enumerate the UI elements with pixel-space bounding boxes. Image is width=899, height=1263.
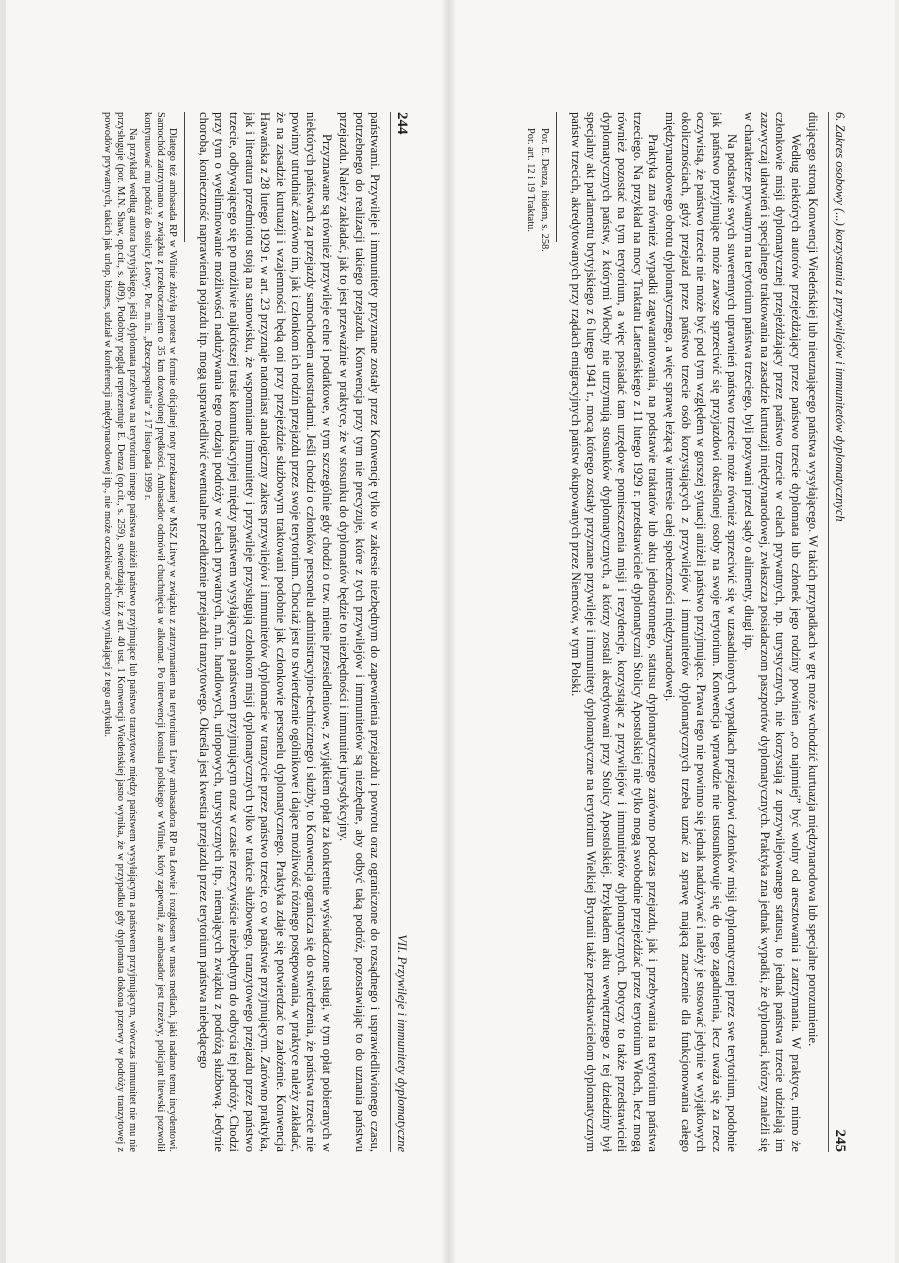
paragraph: diującego stroną Konwencji Wiedeńskiej lub nieuznającego państwa wysyłającego. W takich przypadkach w grę może wchodzić kurtuazja międzynarodowa lub specjalne porozumienie. — [806, 112, 820, 1047]
page-left-header — [390, 112, 410, 1152]
page-right — [456, 12, 876, 1242]
page-right-header — [828, 112, 848, 1152]
paragraph: Praktyka zna również wypadki zagwarantowania, na podstawie traktatów lub aktu jednostronnego, statusu dyplomatycznego zarówno podczas przejazdu, jak i przebywania na terytorium państwa trzeciego. Na przykład na mocy Traktatu Laterańskiego z 11 lutego 1929 r. przedstawiciele dyplomatyczni Stolicy Apostolskiej nie tylko mogą swobodnie przejeżdżać przez terytorium Włoch, lecz mogą również pozostać na tym terytorium, a więc posiadać tam urzędowe pomieszczenia misji i rezydencje, korzystając z przywilejów i immunitetów dyplomatycznych. Dotyczy to także przedstawicieli dyplomatycznych państw, z którymi Włochy nie utrzymują stosunków dyplomatycznych, a którzy zostali akredytowani przy Stolicy Apostolskiej. Przykładem aktu wewnętrznego z tej dziedziny był specjalny akt parlamentu brytyjskiego z 6 lutego 1941 r., mocą którego zostały przyznane przywileje i immunitety dyplomatyczne na terytorium Wielkiej Brytanii także przedstawicielom dyplomatycznym państw trzecich, akredytowanych przy rządach emigracyjnych państw okupowanych przez Niemców, w tym Polski. — [568, 112, 660, 1152]
footnote-separator — [184, 112, 185, 242]
paragraph: Przyznawane są również przywileje celne i podatkowe, w tym szczególnie gdy chodzi o tzw. mienie przesiedleniowe, z wyjątkiem opłat za konkretnie wyświadczone usługi, w tym opłat pobieranych w niektórych państwach za przejazdy samochodem autostradami. Jeśli chodzi o członków personelu administracyjno-technicznego i służby, to Konwencja ogranicza się do stwierdzenia, że państwa trzecie nie powinny utrudniać zarówno im, jak i członkom ich rodzin przejazdu przez swoje terytorium. Chociaż jest to stwierdzenie ogólnikowe i dające możliwość różnego postępowania, w praktyce należy zakładać, że na zasadzie kurtuazji i wzajemności będą oni przy przejeździe służbowym traktowani podobnie jak członkowie personelu dyplomatycznego. Praktyka zdaje się potwierdzać to założenie. Konwencja Hawańska z 28 lutego 1929 r. w art. 23 przyznaje natomiast analogiczny zakres przywilejów i immunitetów dyplomacie w tranzycie przez państwo trzecie, co w państwie przyjmującym. Zarówno praktyka, jak i literatura przedmiotu stoją na stanowisku, że wspomniane immunitety i przywileje przysługują członkom misji dyplomatycznych tylko w trakcie służbowego, tranzytowego przejazdu przez państwo trzecie, odbywającego się po możliwie najkrótszej trasie komunikacyjnej między państwem wysyłającym a państwem przyjmującym oraz w czasie rzeczywiście niezbędnym do odbycia tej podróży. Chodzi przy tym o wyeliminowanie możliwości nadużywania tego rodzaju podróży w celach prywatnych, m.in. handlowych, urlopowych, turystycznych itp., niemających związku z podróżą służbową. Jedynie choroba, konieczność naprawienia pojazdu itp. mogą usprawiedliwić ewentualne przedłużenie przejazdu tranzytowego. Określa jest kwestia przejazdu przez terytorium państwa niebędącego — [196, 112, 334, 1152]
footnote: Na przykład według autora brytyjskiego, jeśli dyplomata przebywa na terytorium innego państwa aniżeli państwo przyjmujące lub państwo tranzytowe między państwem wysyłającym a państwem przyjmującym, wówczas immunitet nie mu nie przysługuje (por. M.N. Shaw, op.cit., s. 409). Podobny pogląd reprezentuje E. Denza (op.cit., s. 259), stwierdzając, iż z art. 40 ust. 1 Konwencji Wiedeńskiej jasno wynika, że w przypadku gdy dyplomata dokona przerwy w podróży tranzytowej z powodów prywatnych, takich jak urlop, biznes, udział w konferencji międzynarodowej itp., nie może oczekiwać ochrony wynikającej z tego artykułu. — [102, 112, 139, 1152]
page-number: 244 — [394, 112, 410, 135]
running-head: VII. Przywileje i immunitety dyplomatyczne — [395, 934, 409, 1152]
running-head: 6. Zakres osobowy (...) korzystania z przywilejów i immunitetów dyplomatycznych — [833, 112, 847, 522]
paragraph: Na podstawie swych suwerennych uprawnień państwo trzecie może również sprzeciwić się w uzasadnionych wypadkach przejazdowi członków misji dyplomatycznej przez swe terytorium, podobnie jak państwo przyjmujące może zawsze sprzeciwić się przyjazdowi określonej osoby na swoje terytorium. Konwencja wprawdzie nie ustosunkowuje się do tego zagadnienia, lecz uważa się za rzecz oczywistą, że państwo trzecie nie może być pod tym względem w gorszej sytuacji aniżeli państwo przyjmujące. Prawa tego nie powinno się jednak nadużywać i należy je stosować jedynie w wyjątkowych okolicznościach, gdyż przejazd przez państwo trzecie osób korzystających z przywilejów i immunitetów dyplomatycznych trzeba uznać za sprawę mającą znaczenie dla funkcjonowania całego międzynarodowego obrotu dyplomatycznego, a więc sprawę leżącą w interesie całej społeczności międzynarodowej. — [663, 112, 739, 1152]
page-number: 245 — [832, 1129, 848, 1152]
page-left-body — [30, 112, 410, 1152]
paragraph: Według niektórych autorów przejeżdżający przez państwo trzecie dyplomata lub członek jego rodziny powinien „co najmniej” być wolny od aresztowania i zatrzymania. W praktyce, mimo że członkowie misji dyplomatycznej przejeżdżający przez państwo trzecie w celach prywatnych, np. turystycznych, nie korzystają z uprzywilejowanego statusu, to jednak państwa trzecie udzielają im zazwyczaj ułatwień i specjalnego traktowania na zasadzie kurtuazji międzynarodowej, zwłaszcza posiadaczom paszportów dyplomatycznych. Praktyka zna jednak wypadki, że dyplomaci, którzy znaleźli się w charakterze prywatnym na terytorium państwa trzeciego, byli pozywani przed sądy o alimenty, długi itp. — [742, 112, 803, 1152]
footnote: Por. E. Denza, ibidem, s. 258. — [539, 128, 551, 252]
page-right-body — [468, 112, 848, 1152]
book-spine-shadow — [441, 0, 457, 1263]
footnote: Por. art. 12 i 19 Traktatu. — [524, 128, 536, 232]
paragraph: państwami. Przywileje i immunitety przyznane zostały przez Konwencję tylko w zakresie niezbędnym do zapewnienia przejazdu i powrotu oraz ograniczone do rozsądnego i usprawiedliwionego czasu, potrzebnego do realizacji takiego przejazdu. Konwencja przy tym nie precyzuje, które z tych przywilejów i immunitetów są niezbędne, aby odbyć taką podróż, pozostawiając to do uznania państwu przejazdu. Należy zakładać, jak to jest przeważnie w praktyce, że w stosunku do dyplomatów będzie to niezbędności i immunitet jurysdykcyjny. — [337, 112, 382, 1152]
footnote-separator — [557, 112, 558, 242]
page-left — [18, 12, 438, 1242]
footnote: Dlatego też ambasada RP w Wilnie złożyła protest w formie oficjalnej noty przekazanej w MSZ Litwy w związku z zatrzymaniem na terytorium Litwy ambasadora RP na Łotwie i rozgłosem w mass mediach, jaki nadano temu incydentowi. Samochód zatrzymano w związku z przekroczeniem o 35 km dozwolonej prędkości. Ambasador odmówił chuchnięcia w alkomat. Po interwencji konsula polskiego w Wilnie, który zapewnił, że ambasador jest trzeźwy, policjant litewski pozwolił kontynuować mu podróż do stolicy Łotwy. Por. m.in. „Rzeczpospolita” z 17 listopada 1999 r. — [141, 112, 179, 1152]
